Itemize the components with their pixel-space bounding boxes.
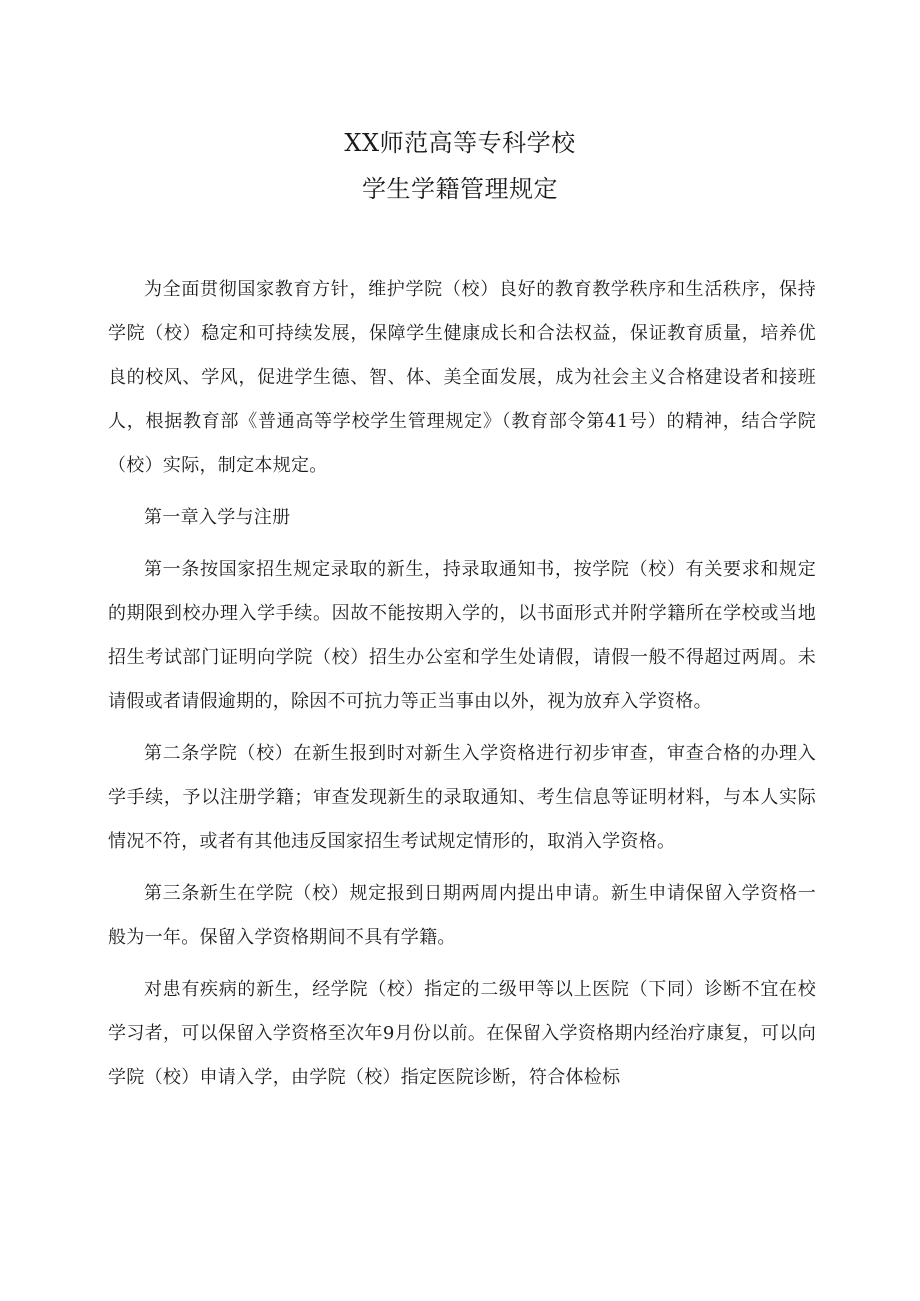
document-title-regulation: 学生学籍管理规定 — [362, 175, 558, 203]
chapter-heading: 第一章入学与注册 — [144, 507, 291, 528]
article-3-sub-paragraph: 对患有疾病的新生，经学院（校）指定的二级甲等以上医院（下同）诊断不宜在校学习者，可以保留入学资格至次年9月份以前。在保留入学资格期内经治疗康复，可以向学院（校）申请入学，由学院（校）指定医院诊断，符合体检标 — [108, 979, 816, 1088]
document-title-school: XX师范高等专科学校 — [344, 129, 576, 157]
article-1-paragraph: 第一条按国家招生规定录取的新生，持录取通知书，按学院（校）有关要求和规定的期限到校办理入学手续。因故不能按期入学的，以书面形式并附学籍所在学校或当地招生考试部门证明向学院（校）招生办公室和学生处请假，请假一般不得超过两周。未请假或者请假逾期的，除因不可抗力等正当事由以外，视为放弃入学资格。 — [108, 559, 816, 712]
preamble-paragraph: 为全面贯彻国家教育方针，维护学院（校）良好的教育教学秩序和生活秩序，保持学院（校）稳定和可持续发展，保障学生健康成长和合法权益，保证教育质量，培养优良的校风、学风，促进学生德、智、体、美全面发展，成为社会主义合格建设者和接班人，根据教育部《普通高等学校学生管理规定》（教育部令第41号）的精神，结合学院（校）实际，制定本规定。 — [108, 279, 816, 476]
article-2-paragraph: 第二条学院（校）在新生报到时对新生入学资格进行初步审查，审查合格的办理入学手续，予以注册学籍；审查发现新生的录取通知、考生信息等证明材料，与本人实际情况不符，或者有其他违反国家招生考试规定情形的，取消入学资格。 — [108, 743, 816, 852]
article-3-paragraph: 第三条新生在学院（校）规定报到日期两周内提出申请。新生申请保留入学资格一般为一年。保留入学资格期间不具有学籍。 — [108, 883, 816, 948]
document-body — [108, 268, 816, 1100]
